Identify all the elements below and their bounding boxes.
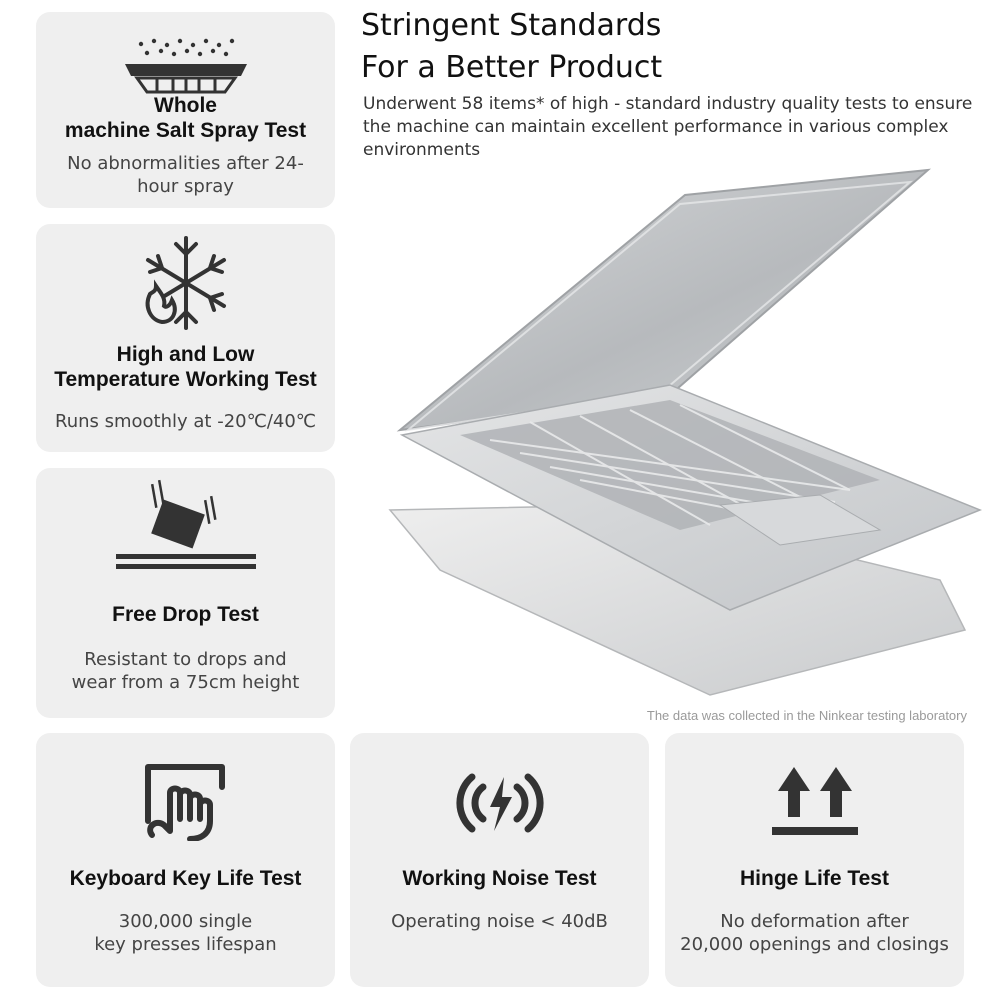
hand-press-icon	[144, 761, 228, 841]
keyboard-key-life-title: Keyboard Key Life Test	[69, 867, 302, 890]
free-drop-description: Resistant to drops and wear from a 75cm height	[71, 649, 300, 693]
working-noise-title: Working Noise Test	[402, 867, 597, 890]
hinge-life-title: Hinge Life Test	[740, 867, 889, 890]
working-noise-card	[350, 733, 649, 987]
salt-spray-title: Whole machine Salt Spray Test	[64, 94, 307, 142]
snowflake-fire-icon	[136, 234, 236, 332]
title-line-1: Stringent Standards	[361, 8, 662, 43]
free-drop-test-card	[36, 468, 335, 718]
page-title	[361, 5, 921, 89]
temperature-test-card	[36, 224, 335, 452]
footnote: The data was collected in the Ninkear testing laboratory	[646, 708, 967, 723]
free-drop-title: Free Drop Test	[112, 603, 259, 626]
title-line-2: For a Better Product	[361, 50, 663, 85]
laptop-exploded-illustration	[380, 160, 990, 705]
temperature-test-title: High and Low Temperature Working Test	[54, 343, 317, 391]
hinge-life-card	[665, 733, 964, 987]
up-arrows-icon	[770, 765, 860, 839]
temperature-test-description: Runs smoothly at -20℃/40℃	[55, 411, 316, 432]
noise-wave-icon	[450, 763, 550, 843]
working-noise-description: Operating noise < 40dB	[391, 911, 608, 932]
salt-spray-description: No abnormalities after 24- hour spray	[67, 153, 304, 197]
keyboard-key-life-card	[36, 733, 335, 987]
free-drop-icon	[116, 478, 256, 573]
keyboard-key-life-description: 300,000 single key presses lifespan	[94, 911, 277, 955]
hinge-life-description: No deformation after 20,000 openings and closings	[680, 911, 949, 955]
salt-spray-test-card	[36, 12, 335, 208]
salt-spray-icon	[121, 36, 251, 94]
page-description: Underwent 58 items* of high - standard industry quality tests to ensure the machine can maintain excellent performance in various complex environments	[363, 94, 973, 160]
